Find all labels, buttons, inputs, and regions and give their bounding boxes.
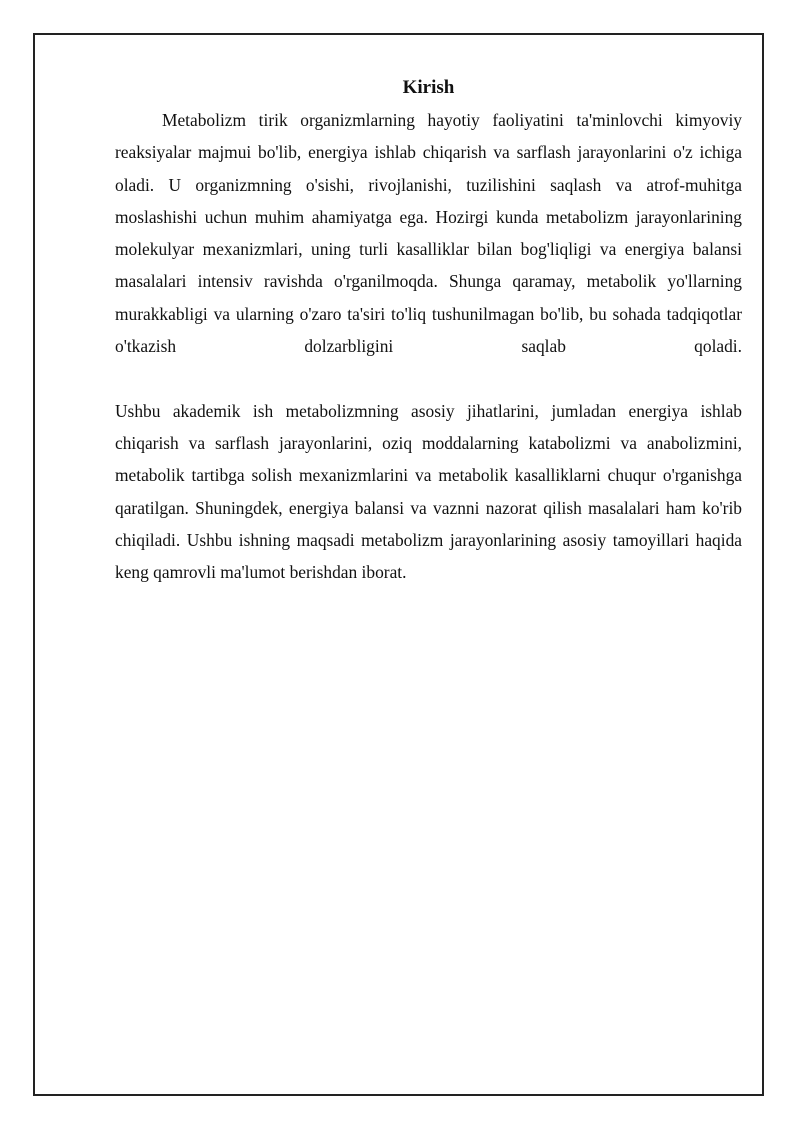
section-title: Kirish — [402, 77, 455, 98]
paragraph-aims: Ushbu akademik ish metabolizmning asosiy jihatlarini, jumladan energiya ishlab chiqarish va sarflash jarayonlarini, oziq moddalarning katabolizmi va anabolizmini, metabolik tartibga solish mexanizmlarini va metabolik kasalliklarni chuqur o'rganishga qaratilgan. Shuningdek, energiya balansi va vaznni nazorat qilish masalalari ham ko'rib chiqiladi. Ushbu ishning maqsadi metabolizm jarayonlarining asosiy tamoyillari haqida keng qamrovli ma'lumot berishdan iborat. — [115, 400, 742, 583]
paragraph-intro: Metabolizm tirik organizmlarning hayotiy faoliyatini ta'minlovchi kimyoviy reaksiyalar majmui bo'lib, energiya ishlab chiqarish va sarflash jarayonlarini o'z ichiga oladi. U organizmning o'sishi, rivojlanishi, tuzilishini saqlash va atrof-muhitga moslashishi uchun muhim ahamiyatga ega. Hozirgi kunda metabolizm jarayonlarining molekulyar mexanizmlari, uning turli kasalliklar bilan bog'liqligi va energiya balansi masalalari intensiv ravishda o'rganilmoqda. Shunga qaramay, metabolik yo'llarning murakkabligi va ularning o'zaro ta'siri to'liq tushunilmagan bo'lib, bu sohada tadqiqotlar o'tkazish dolzarbligini saqlab qoladi. — [115, 110, 742, 357]
document-body — [115, 76, 742, 588]
